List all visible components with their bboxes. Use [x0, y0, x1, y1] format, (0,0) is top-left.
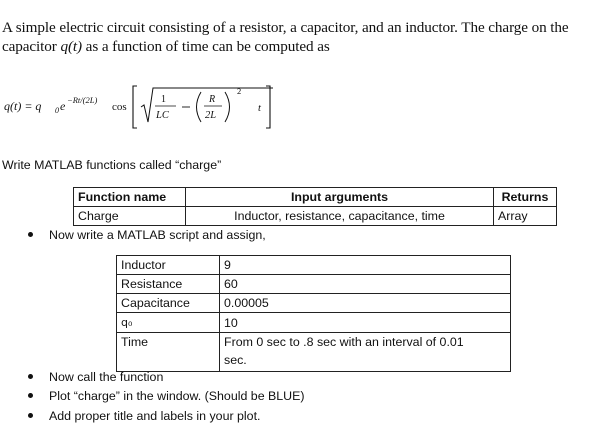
bullet-plot — [28, 387, 305, 405]
header-returns: Returns — [494, 188, 557, 207]
assignment-table — [116, 255, 511, 372]
equation-lhs: q(t) = q — [4, 99, 42, 113]
param-name: Time — [117, 333, 220, 372]
param-value: 10 — [220, 313, 511, 333]
bullet-labels-text: Add proper title and labels in your plot. — [49, 409, 261, 423]
equation-cos: cos — [112, 101, 127, 113]
fraction-denominator-lc: LC — [156, 110, 169, 121]
equation-exponent: −Rt/(2L) — [67, 95, 98, 105]
param-name: Capacitance — [117, 294, 220, 313]
param-value: 0.00005 — [220, 294, 511, 313]
param-value — [220, 333, 511, 372]
time-variable: t — [258, 103, 261, 114]
table-row — [117, 256, 511, 275]
table-row — [117, 313, 511, 333]
right-paren — [225, 92, 230, 122]
bullet-dot — [28, 374, 33, 379]
write-functions-instruction: Write MATLAB functions called “charge” — [2, 158, 222, 172]
left-paren — [197, 92, 202, 122]
function-table-header-row — [74, 188, 557, 207]
param-name — [117, 313, 220, 333]
bullet-call-function — [28, 368, 164, 386]
bullet-labels — [28, 407, 261, 425]
bullet-plot-text: Plot “charge” in the window. (Should be BLUE) — [49, 389, 305, 403]
bullet-dot — [28, 232, 33, 237]
intro-line-1: A simple electric circuit consisting of a resistor, a capacitor, and an inductor. The charge on the — [2, 19, 569, 36]
param-value-line-1: From 0 sec to .8 sec with an interval of 0.01 — [224, 335, 464, 349]
bullet-call-function-text: Now call the function — [49, 370, 164, 384]
equation-lhs-subscript: 0 — [55, 106, 59, 115]
function-table — [73, 187, 557, 226]
param-name: Resistance — [117, 275, 220, 294]
intro-line-2-prefix: capacitor — [2, 38, 61, 55]
bullet-assign — [28, 226, 266, 244]
function-table-row — [74, 207, 557, 226]
cell-function-name: Charge — [74, 207, 186, 226]
problem-intro — [2, 18, 614, 56]
param-value: 9 — [220, 256, 511, 275]
fraction-numerator-1: 1 — [161, 94, 166, 105]
power-two: 2 — [237, 86, 242, 96]
header-function-name: Function name — [74, 188, 186, 207]
equation-base-e: e — [60, 99, 66, 113]
param-name-q0: q₀ — [121, 316, 133, 329]
charge-equation — [4, 80, 304, 132]
intro-line-2-suffix: as a function of time can be computed as — [81, 38, 330, 55]
fraction-numerator-r: R — [209, 94, 216, 105]
header-input-arguments: Input arguments — [186, 188, 494, 207]
intro-variable-q: q(t) — [60, 38, 82, 55]
param-value: 60 — [220, 275, 511, 294]
cell-returns: Array — [494, 207, 557, 226]
bullet-assign-text: Now write a MATLAB script and assign, — [49, 228, 266, 242]
fraction-denominator-2l: 2L — [205, 110, 217, 121]
param-value-line-2: sec. — [224, 353, 247, 367]
right-bracket — [266, 86, 270, 128]
equation-graphic — [4, 80, 304, 132]
intro-line-2 — [2, 37, 614, 56]
cell-input-arguments: Inductor, resistance, capacitance, time — [186, 207, 494, 226]
bullet-dot — [28, 413, 33, 418]
left-bracket — [133, 86, 137, 128]
table-row — [117, 294, 511, 313]
param-name: Inductor — [117, 256, 220, 275]
bullet-dot — [28, 393, 33, 398]
table-row — [117, 275, 511, 294]
table-row — [117, 333, 511, 372]
